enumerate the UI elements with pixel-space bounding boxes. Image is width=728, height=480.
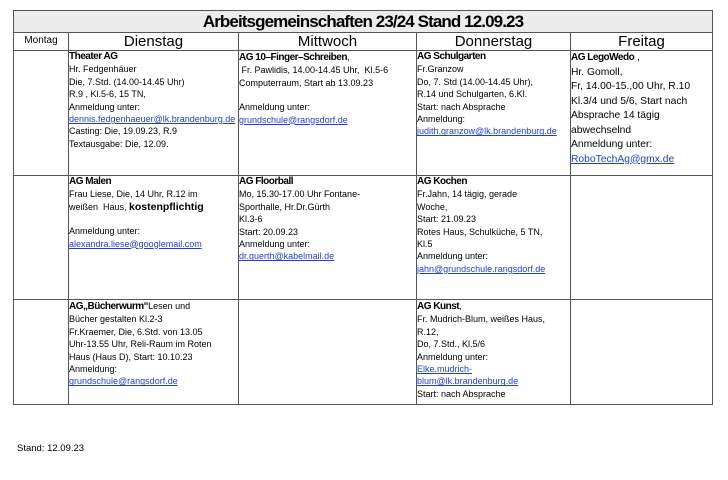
email-link[interactable]: judith.granzow@lk.brandenburg.de <box>417 126 557 137</box>
ag-line: Fr.Jahn, 14 tägig, gerade <box>417 189 518 200</box>
ag-line: Uhr-13.55 Uhr, Reli-Raum im Roten <box>69 339 212 350</box>
cell-buecherwurm <box>69 300 239 405</box>
ag-line: R.9 , Kl.5-6, 15 TN, <box>69 89 146 100</box>
ag-line: Hr. Fedgenhäuer <box>69 64 137 75</box>
ag-line: Do, 7. Std (14.00-14.45 Uhr), <box>417 76 534 87</box>
ag-title-suffix: , <box>346 52 350 62</box>
ag-line: R.14 und Schulgarten, 6.Kl. <box>417 89 528 100</box>
ag-line: Fr. Pawlidis, 14.00-14.45 Uhr, Kl.5-6 <box>239 65 389 76</box>
ag-line: Anmeldung unter: <box>417 351 489 362</box>
ag-title-suffix: , <box>459 301 462 311</box>
ag-line: Die, 7.Std. (14.00-14.45 Uhr) <box>69 76 185 87</box>
table-row <box>14 300 713 405</box>
ag-line: Fr. Mudrich-Blum, weißes Haus, <box>417 314 546 325</box>
email-link[interactable]: grundschule@rangsdorf.de <box>239 114 348 125</box>
kostenpflichtig-note: kostenpflichtig <box>129 200 204 213</box>
email-link[interactable]: alexandra.liese@googlemail.com <box>69 238 202 249</box>
page-title: Arbeitsgemeinschaften 23/24 Stand 12.09.23 <box>14 11 713 33</box>
cell-montag-empty <box>14 300 69 405</box>
ag-line: Fr.Granzow <box>417 64 464 75</box>
ag-line: Fr, 14.00-15.,00 Uhr, R.10 <box>571 81 691 92</box>
cell-freitag-empty <box>571 176 713 300</box>
spacer <box>69 213 238 225</box>
ag-line: Anmeldung unter: <box>417 251 489 262</box>
ag-line: Casting: Die, 19.09.23, R.9 <box>69 126 178 137</box>
cell-malen <box>69 176 239 300</box>
email-link[interactable]: Elke.mudrich- <box>417 364 473 375</box>
ag-title: AG Kochen <box>417 176 467 187</box>
ag-line: Hr. Gomoll, <box>571 66 623 78</box>
ag-line: Kl.5 <box>417 239 433 250</box>
ag-title: AG 10–Finger–Schreiben <box>239 52 347 63</box>
ag-line: Start: nach Absprache <box>417 101 506 112</box>
table-row <box>14 176 713 300</box>
ag-title: AG Kunst <box>417 301 460 312</box>
ag-line: Absprache 14 tägig <box>571 110 660 121</box>
email-link[interactable]: dennis.fedgenhaeuer@lk.brandenburg.de <box>69 114 236 125</box>
ag-line: Anmeldung: <box>69 364 118 375</box>
email-link[interactable]: RoboTechAg@gmx.de <box>571 153 675 165</box>
ag-title: AG Floorball <box>239 176 293 187</box>
ag-line: Anmeldung unter: <box>69 226 141 237</box>
footer-stand: Stand: 12.09.23 <box>17 443 85 454</box>
ag-line: Mo, 15.30-17.00 Uhr Fontane- <box>239 189 361 200</box>
ag-line: Start: 21.09.23 <box>417 214 477 225</box>
cell-montag-empty <box>14 176 69 300</box>
day-header-montag: Montag <box>14 33 69 51</box>
ag-line: abwechselnd <box>571 124 632 136</box>
ag-line: Haus (Haus D), Start: 10.10.23 <box>69 351 193 362</box>
ag-title: AG Malen <box>69 176 112 187</box>
day-header-mittwoch: Mittwoch <box>239 33 417 51</box>
ag-line: Textausgabe: Die, 12.09. <box>69 138 169 149</box>
cell-floorball <box>239 176 417 300</box>
ag-title-suffix: , <box>634 52 640 63</box>
cell-10-finger-schreiben <box>239 51 417 176</box>
ag-schedule-table <box>13 10 713 405</box>
ag-title: Theater AG <box>69 51 118 62</box>
spacer <box>239 89 416 101</box>
day-header-dienstag: Dienstag <box>69 33 239 51</box>
ag-line: Anmeldung unter: <box>69 101 141 112</box>
cell-schulgarten <box>417 51 571 176</box>
ag-title-tail: Lesen und <box>148 301 191 311</box>
ag-line: Kl.3/4 und 5/6, Start nach <box>571 95 688 107</box>
day-header-freitag: Freitag <box>571 33 713 51</box>
email-link[interactable]: dr.guerth@kabelmail.de <box>239 251 335 262</box>
ag-line: Start: nach Absprache <box>417 388 506 399</box>
ag-line: Start: 20.09.23 <box>239 226 299 237</box>
ag-line: Sporthalle, Hr.Dr.Gürth <box>239 201 331 212</box>
ag-line: Anmeldung unter: <box>571 139 653 150</box>
ag-line: Frau Liese, Die, 14 Uhr, R.12 im <box>69 189 198 200</box>
email-link[interactable]: grundschule@rangsdorf.de <box>69 376 178 387</box>
ag-line: Anmeldung unter: <box>239 239 311 250</box>
ag-title: AG LegoWedo <box>571 52 635 63</box>
ag-line: Woche, <box>417 201 448 212</box>
cell-mittwoch-empty <box>239 300 417 405</box>
ag-line: R.12, <box>417 326 439 337</box>
cell-montag-empty <box>14 51 69 176</box>
ag-line: Do, 7.Std., Kl.5/6 <box>417 339 486 350</box>
cell-kochen <box>417 176 571 300</box>
email-link[interactable]: blum@lk.brandenburg.de <box>417 376 519 387</box>
cell-legowedo <box>571 51 713 176</box>
ag-line: Rotes Haus, Schulküche, 5 TN, <box>417 226 543 237</box>
ag-line: weißen Haus, <box>69 201 130 212</box>
cell-freitag-empty <box>571 300 713 405</box>
ag-line: Fr.Kraemer, Die, 6.Std. von 13.05 <box>69 326 203 337</box>
ag-line: Kl.3-6 <box>239 214 263 225</box>
ag-line: Anmeldung: <box>417 114 466 125</box>
ag-title: AG Schulgarten <box>417 51 486 62</box>
ag-line: Anmeldung unter: <box>239 102 311 113</box>
ag-line: Computerraum, Start ab 13.09.23 <box>239 77 374 88</box>
cell-theater-ag <box>69 51 239 176</box>
cell-kunst <box>417 300 571 405</box>
ag-title: AG„Bücherwurm“ <box>69 301 149 312</box>
email-link[interactable]: jahn@grundschule.rangsdorf.de <box>417 263 546 274</box>
ag-line: Bücher gestalten Kl.2-3 <box>69 314 163 325</box>
table-row <box>14 51 713 176</box>
day-header-donnerstag: Donnerstag <box>417 33 571 51</box>
